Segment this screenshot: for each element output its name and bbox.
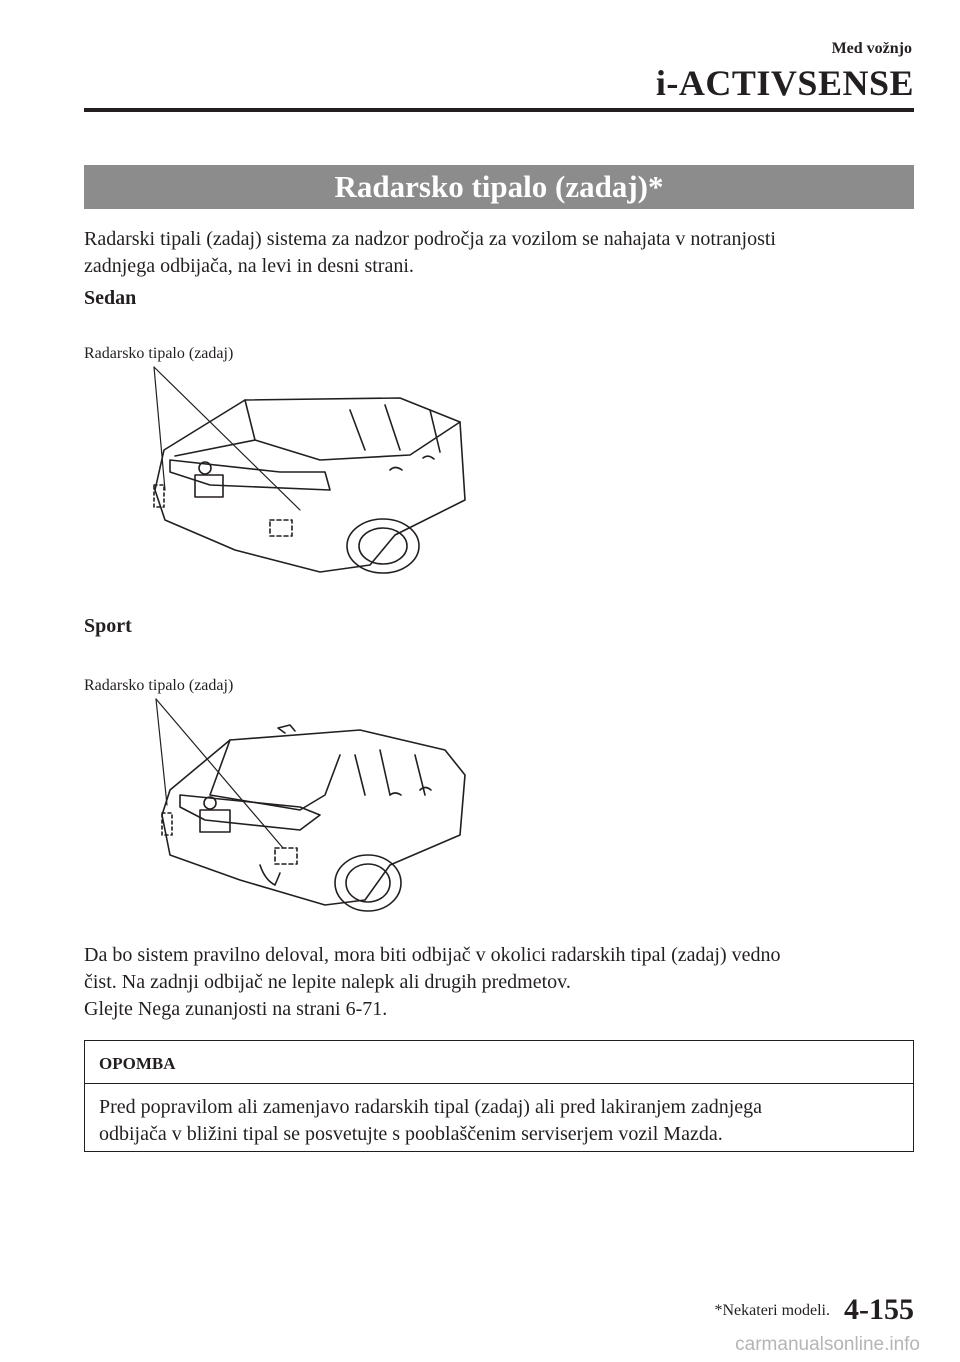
sport-callout: Radarsko tipalo (zadaj) xyxy=(84,677,234,694)
intro-line-2: zadnjega odbijača, na levi in desni strani. xyxy=(84,255,414,277)
intro-line-1: Radarski tipali (zadaj) sistema za nadzor področja za vozilom se nahajata v notranjosti xyxy=(84,228,776,250)
page-number: 4-155 xyxy=(844,1293,914,1326)
header-rule xyxy=(84,108,914,112)
sport-heading: Sport xyxy=(84,615,132,637)
note-line-2: odbijača v bližini tipal se posvetujte s pooblaščenim serviserjem vozil Mazda. xyxy=(99,1123,723,1145)
note-box xyxy=(84,1040,914,1152)
body-paragraph xyxy=(84,942,914,1023)
sedan-heading: Sedan xyxy=(84,287,137,309)
sport-car-illustration xyxy=(150,695,480,925)
body-line-3: Glejte Nega zunanjosti na strani 6-71. xyxy=(84,998,388,1020)
chapter-label: Med vožnjo xyxy=(831,40,912,57)
section-title: i-ACTIVSENSE xyxy=(655,63,914,103)
note-title: OPOMBA xyxy=(85,1041,913,1084)
watermark: carmanualsonline.info xyxy=(735,1334,920,1355)
sedan-car-illustration xyxy=(140,360,480,585)
intro-paragraph xyxy=(84,226,914,280)
note-body xyxy=(85,1084,913,1148)
body-line-2: čist. Na zadnji odbijač ne lepite nalepk ali drugih predmetov. xyxy=(84,971,571,993)
note-line-1: Pred popravilom ali zamenjavo radarskih tipal (zadaj) ali pred lakiranjem zadnjega xyxy=(99,1096,763,1118)
footnote: *Nekateri modeli. xyxy=(714,1302,830,1319)
body-line-1: Da bo sistem pravilno deloval, mora biti odbijač v okolici radarskih tipal (zadaj) vedno xyxy=(84,944,781,966)
sedan-callout: Radarsko tipalo (zadaj) xyxy=(84,345,234,362)
section-banner: Radarsko tipalo (zadaj)* xyxy=(84,165,914,209)
